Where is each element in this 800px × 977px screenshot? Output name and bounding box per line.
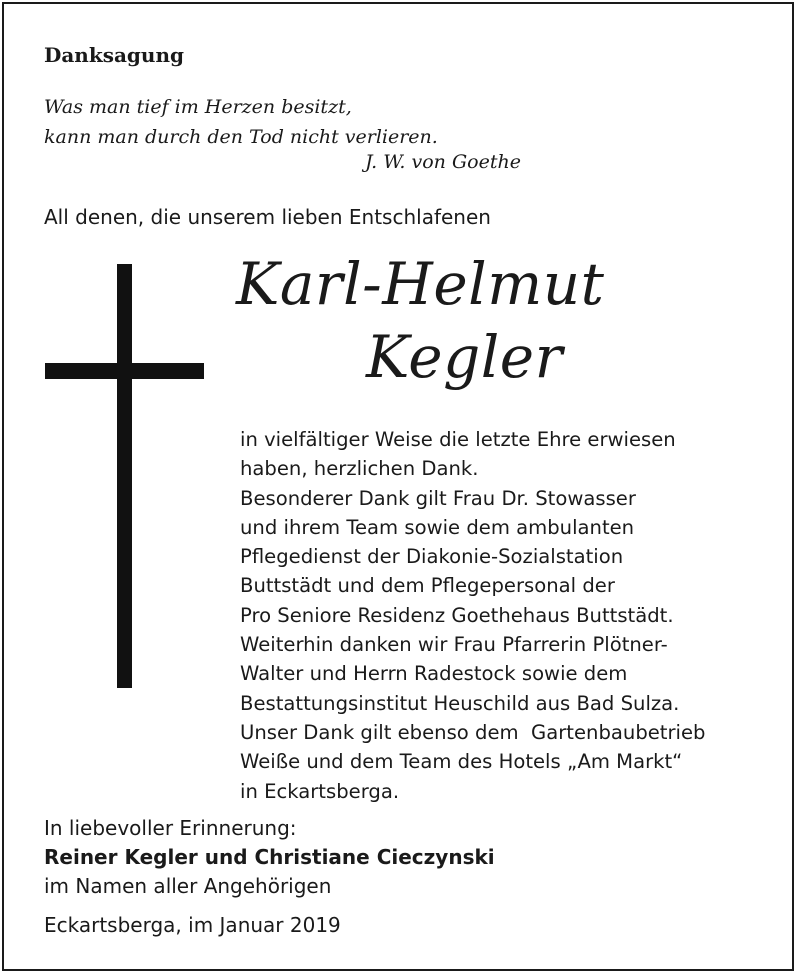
place-date: Eckartsberga, im Januar 2019 [44, 913, 341, 937]
intro-text: All denen, die unserem lieben Entschlafenen [44, 205, 491, 229]
deceased-first-name: Karl-Helmut [236, 250, 605, 318]
cross-vertical-bar [117, 264, 132, 688]
mourner-names: Reiner Kegler und Christiane Cieczynski [44, 845, 495, 869]
body-line: Pro Seniore Residenz Goethehaus Buttstädt. [240, 603, 674, 627]
thanks-body [240, 425, 706, 806]
body-line: Unser Dank gilt ebenso dem Gartenbaubetrieb [240, 720, 706, 744]
body-line: Bestattungsinstitut Heuschild aus Bad Sulza. [240, 691, 680, 715]
body-line: Walter und Herrn Radestock sowie dem [240, 662, 628, 686]
body-line: und ihrem Team sowie dem ambulanten [240, 515, 635, 539]
quote-line-2: kann man durch den Tod nicht verlieren. [44, 126, 438, 148]
closing-block [44, 814, 495, 901]
notice-heading: Danksagung [44, 43, 184, 67]
closing-intro: In liebevoller Erinnerung: [44, 816, 297, 840]
body-line: Besonderer Dank gilt Frau Dr. Stowasser [240, 486, 636, 510]
body-line: haben, herzlichen Dank. [240, 457, 479, 481]
body-line: Pflegedienst der Diakonie-Sozialstation [240, 545, 624, 569]
deceased-last-name: Kegler [366, 323, 563, 391]
body-line: Buttstädt und dem Pflegepersonal der [240, 574, 615, 598]
quote-line-1: Was man tief im Herzen besitzt, [44, 96, 352, 118]
quote [44, 92, 438, 152]
cross-horizontal-bar [45, 363, 204, 379]
body-line: in vielfältiger Weise die letzte Ehre erwiesen [240, 428, 676, 451]
quote-author: J. W. von Goethe [365, 151, 521, 173]
body-line: Weiße und dem Team des Hotels „Am Markt“ [240, 750, 683, 774]
body-line: in Eckartsberga. [240, 779, 400, 803]
closing-family: im Namen aller Angehörigen [44, 874, 332, 898]
body-line: Weiterhin danken wir Frau Pfarrerin Plötner- [240, 633, 668, 657]
